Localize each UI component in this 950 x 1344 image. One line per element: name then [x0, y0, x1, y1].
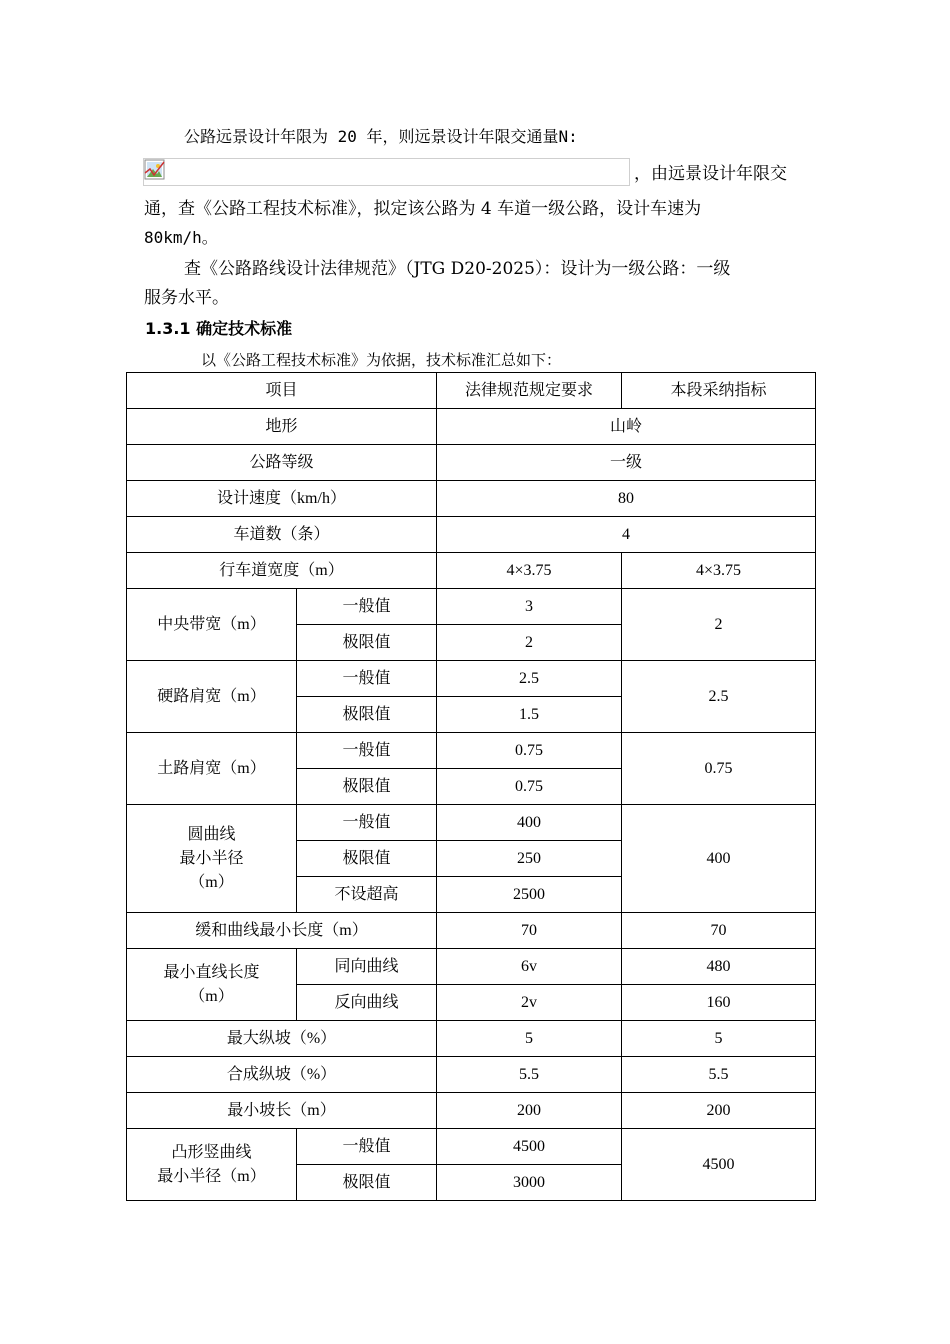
row-requirement: 400: [437, 805, 622, 841]
row-sublabel: 极限值: [297, 625, 437, 661]
row-requirement: 6v: [437, 949, 622, 985]
row-requirement: 200: [437, 1093, 622, 1129]
row-value: 一级: [437, 445, 816, 481]
row-requirement: 5.5: [437, 1057, 622, 1093]
row-label: 设计速度（km/h）: [127, 481, 437, 517]
row-sublabel: 一般值: [297, 661, 437, 697]
row-requirement: 3000: [437, 1165, 622, 1201]
section-heading: 1.3.1 确定技术标准: [145, 319, 293, 338]
para1-line1: 公路远景设计年限为 20 年，则远景设计年限交通量N:: [184, 127, 578, 146]
row-sublabel: 同向曲线: [297, 949, 437, 985]
row-sublabel: 极限值: [297, 697, 437, 733]
row-sublabel: 反向曲线: [297, 985, 437, 1021]
row-adopted: 0.75: [622, 733, 816, 805]
table-row: [127, 1129, 816, 1165]
row-label: [127, 949, 297, 1021]
table-row: [127, 589, 816, 625]
table-row: [127, 517, 816, 553]
row-label: 公路等级: [127, 445, 437, 481]
header-requirement: 法律规范规定要求: [437, 373, 622, 409]
row-requirement: 3: [437, 589, 622, 625]
row-value: 4: [437, 517, 816, 553]
row-adopted: 70: [622, 913, 816, 949]
row-adopted: 4500: [622, 1129, 816, 1201]
broken-image-icon: [144, 159, 166, 181]
row-adopted: 2: [622, 589, 816, 661]
row-adopted: 2.5: [622, 661, 816, 733]
row-label: 中央带宽（m）: [127, 589, 297, 661]
table-row: [127, 949, 816, 985]
spec-table: [126, 372, 816, 1201]
row-requirement: 0.75: [437, 733, 622, 769]
row-sublabel: 一般值: [297, 1129, 437, 1165]
row-requirement: 2: [437, 625, 622, 661]
row-label-line: 最小半径（m）: [157, 1167, 266, 1185]
row-requirement: 0.75: [437, 769, 622, 805]
row-label: 车道数（条）: [127, 517, 437, 553]
row-label: 地形: [127, 409, 437, 445]
table-header-row: [127, 373, 816, 409]
row-label-line: 最小半径: [179, 849, 244, 867]
row-label: 硬路肩宽（m）: [127, 661, 297, 733]
row-sublabel: 不设超高: [297, 877, 437, 913]
row-label: 行车道宽度（m）: [127, 553, 437, 589]
row-adopted: 4×3.75: [622, 553, 816, 589]
table-row: [127, 661, 816, 697]
row-adopted: 160: [622, 985, 816, 1021]
row-adopted: 400: [622, 805, 816, 913]
para2-line1: 查《公路路线设计法律规范》（JTG D20-2025）：设计为一级公路：一级: [184, 259, 731, 279]
table-row: [127, 553, 816, 589]
row-label-line: 凸形竖曲线: [171, 1143, 252, 1161]
row-value: 80: [437, 481, 816, 517]
row-requirement: 250: [437, 841, 622, 877]
row-sublabel: 一般值: [297, 733, 437, 769]
header-adopted: 本段采纳指标: [622, 373, 816, 409]
row-requirement: 5: [437, 1021, 622, 1057]
row-label: 土路肩宽（m）: [127, 733, 297, 805]
row-requirement: 4500: [437, 1129, 622, 1165]
row-sublabel: 极限值: [297, 841, 437, 877]
row-requirement: 2500: [437, 877, 622, 913]
formula-image: [143, 158, 630, 186]
row-adopted: 200: [622, 1093, 816, 1129]
row-adopted: 480: [622, 949, 816, 985]
row-sublabel: 极限值: [297, 1165, 437, 1201]
row-label: 合成纵坡（%）: [127, 1057, 437, 1093]
table-row: [127, 805, 816, 841]
table-row: [127, 913, 816, 949]
row-label: [127, 805, 297, 913]
table-row: [127, 1021, 816, 1057]
row-label-line: （m）: [189, 987, 234, 1005]
row-requirement: 2v: [437, 985, 622, 1021]
row-sublabel: 一般值: [297, 589, 437, 625]
row-label-line: 圆曲线: [187, 825, 236, 843]
row-adopted: 5: [622, 1021, 816, 1057]
row-label-line: 最小直线长度: [163, 963, 260, 981]
header-item: 项目: [127, 373, 437, 409]
table-caption: 以《公路工程技术标准》为依据，技术标准汇总如下：: [201, 351, 562, 369]
row-label-line: （m）: [189, 873, 234, 891]
row-sublabel: 极限值: [297, 769, 437, 805]
row-requirement: 2.5: [437, 661, 622, 697]
para1-line4: 80km/h。: [144, 228, 218, 247]
row-label: 最小坡长（m）: [127, 1093, 437, 1129]
row-label: 最大纵坡（%）: [127, 1021, 437, 1057]
table-row: [127, 409, 816, 445]
row-adopted: 5.5: [622, 1057, 816, 1093]
row-requirement: 4×3.75: [437, 553, 622, 589]
table-row: [127, 1093, 816, 1129]
row-value: 山岭: [437, 409, 816, 445]
table-row: [127, 733, 816, 769]
row-label: 缓和曲线最小长度（m）: [127, 913, 437, 949]
table-row: [127, 445, 816, 481]
row-sublabel: 一般值: [297, 805, 437, 841]
table-row: [127, 481, 816, 517]
table-row: [127, 1057, 816, 1093]
row-requirement: 70: [437, 913, 622, 949]
row-requirement: 1.5: [437, 697, 622, 733]
row-label: [127, 1129, 297, 1201]
para1-line3: 通，查《公路工程技术标准》，拟定该公路为 4 车道一级公路，设计车速为: [144, 199, 702, 219]
para2-line2: 服务水平。: [144, 288, 229, 308]
para1-line2-tail: ，由远景设计年限交: [634, 164, 787, 184]
